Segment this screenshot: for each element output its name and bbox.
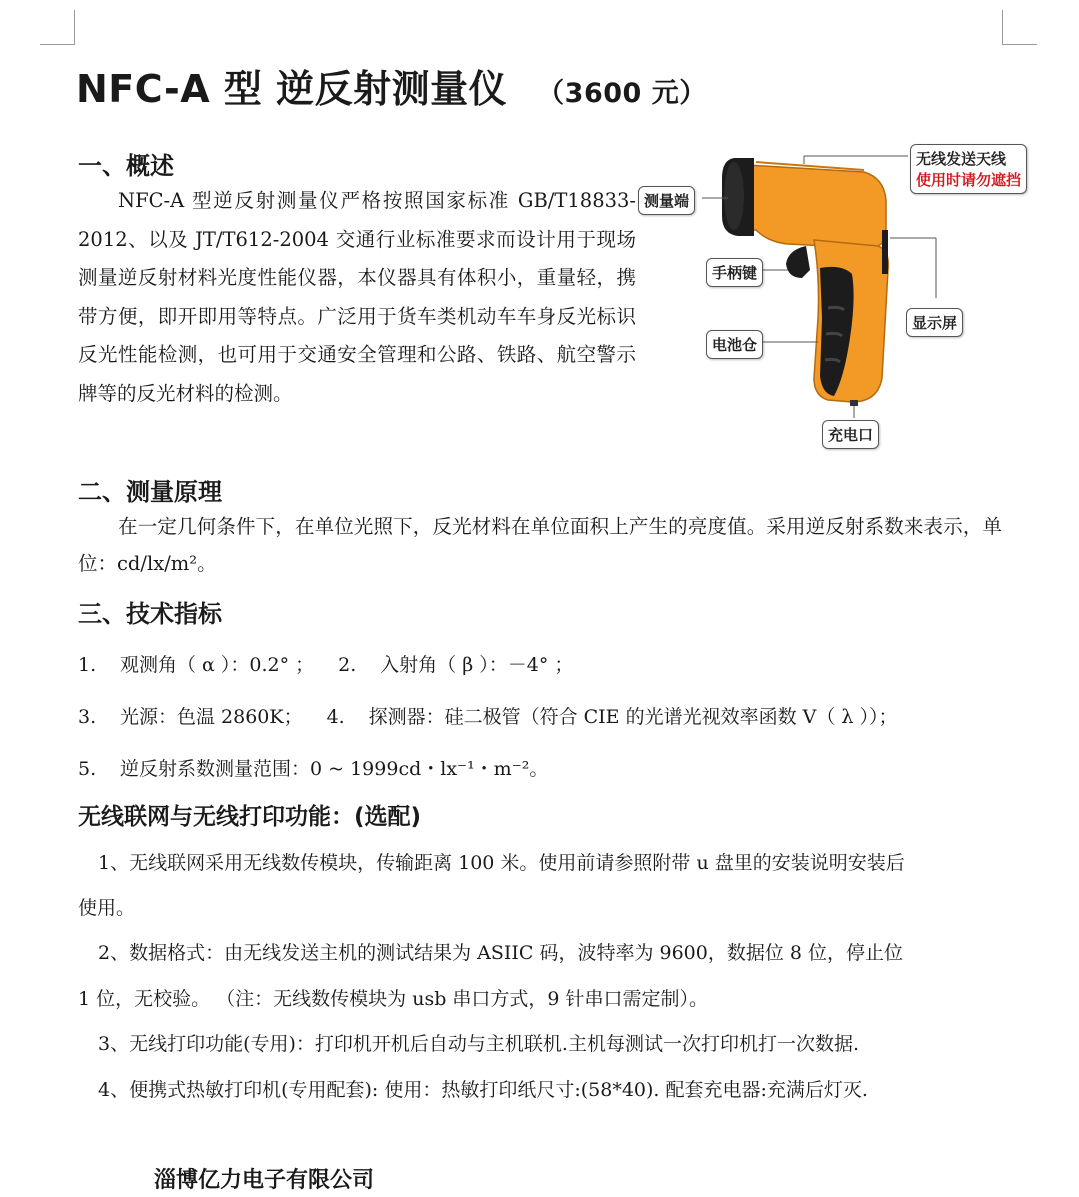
spec-text: 入射角（ β ）：－4° ； xyxy=(380,654,574,676)
wireless-line-5: 3、无线打印功能(专用)：打印机开机后自动与主机联机.主机每测试一次打印机打一次数据. xyxy=(98,1033,859,1055)
page-title xyxy=(76,58,707,113)
spec-num: 3. xyxy=(78,706,97,728)
label-measure-end: 测量端 xyxy=(644,192,690,210)
label-display: 显示屏 xyxy=(912,314,958,332)
section3-heading: 三、技术指标 xyxy=(78,600,222,628)
callout-charge-port xyxy=(822,420,879,449)
wireless-line-2: 使用。 xyxy=(78,897,136,919)
label-antenna: 无线发送天线 xyxy=(916,150,1007,168)
label-charge-port: 充电口 xyxy=(828,426,874,444)
crop-mark-top-right xyxy=(1002,10,1037,45)
wireless-line-1: 1、无线联网采用无线数传模块，传输距离 100 米。使用前请参照附带 u 盘里的安装说明安装后 xyxy=(98,852,905,874)
wireless-line-3: 2、数据格式：由无线发送主机的测试结果为 ASIIC 码，波特率为 9600，数据位 8 位，停止位 xyxy=(98,942,904,964)
label-handle-key: 手柄键 xyxy=(712,264,758,282)
spec-line-2 xyxy=(78,702,897,729)
callout-handle-key xyxy=(706,258,763,287)
label-antenna-warning: 使用时请勿遮挡 xyxy=(916,171,1022,189)
spec-text: 探测器：硅二极管（符合 CIE 的光谱光视效率函数 V（ λ ））； xyxy=(368,706,898,728)
spec-text: 光源：色温 2860K； xyxy=(120,706,303,728)
section2-text: 在一定几何条件下，在单位光照下，反光材料在单位面积上产生的亮度值。采用逆反射系数来表示，单位：cd/lx/m²。 xyxy=(78,515,1002,575)
section1-heading: 一、概述 xyxy=(78,152,174,180)
section2-heading: 二、测量原理 xyxy=(78,478,222,506)
spec-text: 观测角（ α ）：0.2° ； xyxy=(120,654,315,676)
spec-num: 2. xyxy=(338,654,357,676)
spec-text: 逆反射系数测量范围：0 ~ 1999cd・lx⁻¹・m⁻²。 xyxy=(120,758,549,780)
spec-num: 5. xyxy=(78,758,97,780)
section1-paragraph xyxy=(78,182,636,413)
section4-heading: 无线联网与无线打印功能：(选配) xyxy=(78,804,422,830)
wireless-line-4: 1 位，无校验。 （注：无线数传模块为 usb 串口方式，9 针串口需定制）。 xyxy=(78,988,709,1010)
label-battery: 电池仓 xyxy=(712,336,758,354)
callout-antenna xyxy=(910,144,1027,194)
section1-text: NFC-A 型逆反射测量仪严格按照国家标准 GB/T18833-2012、以及 JT/T612-2004 交通行业标准要求而设计用于现场测量逆反射材料光度性能仪器，本仪器具有体积小，重量轻，携带方便，即开即用等特点。广泛用于货车类机动车车身反光标识反光性能检测，也可用于交通安全管理和公路、铁路、航空警示牌等的反光材料的检测。 xyxy=(78,189,636,405)
crop-mark-top-left xyxy=(40,10,75,45)
spec-num: 1. xyxy=(78,654,97,676)
spec-line-3 xyxy=(78,754,548,781)
device-figure xyxy=(638,138,1046,456)
company-name: 淄博亿力电子有限公司 xyxy=(154,1168,375,1193)
section2-paragraph xyxy=(78,508,1002,582)
title-price: （3600 元） xyxy=(537,78,707,109)
callout-measure-end xyxy=(638,186,695,215)
callout-display xyxy=(906,308,963,337)
title-main: NFC-A 型 逆反射测量仪 xyxy=(76,67,508,111)
spec-num: 4. xyxy=(326,706,345,728)
wireless-line-6: 4、便携式热敏打印机(专用配套): 使用：热敏打印纸尺寸:(58*40). 配套充电器:充满后灯灭. xyxy=(98,1079,868,1101)
spec-line-1 xyxy=(78,650,573,677)
callout-battery xyxy=(706,330,763,359)
